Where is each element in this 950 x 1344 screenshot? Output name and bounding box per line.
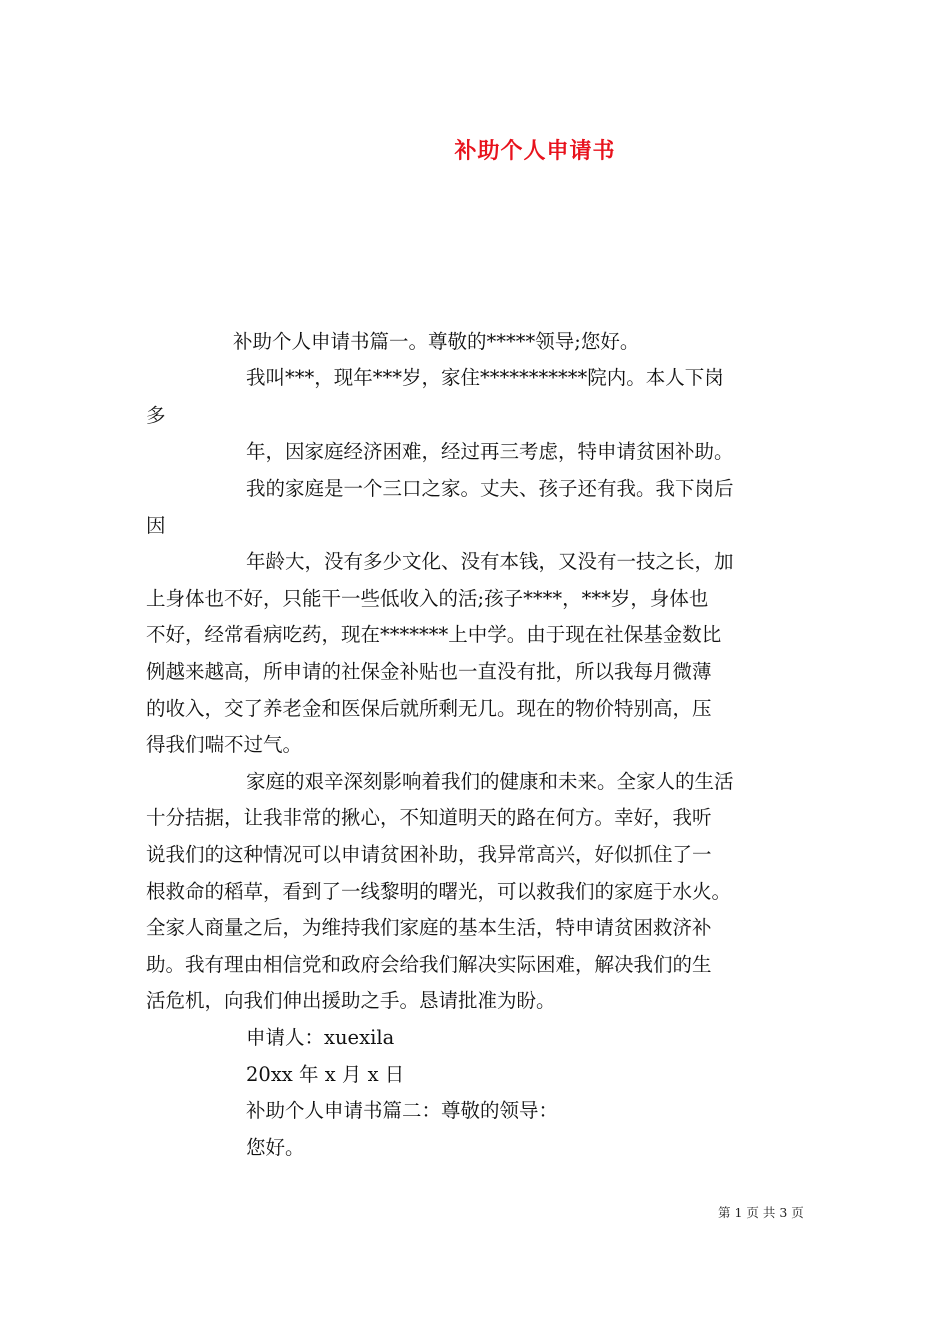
- paragraph-line: 的收入，交了养老金和医保后就所剩无几。现在的物价特别高，压: [146, 697, 712, 720]
- paragraph-line: 家庭的艰辛深刻影响着我们的健康和未来。全家人的生活: [246, 770, 734, 793]
- paragraph-line: 活危机，向我们伸出援助之手。恳请批准为盼。: [146, 989, 556, 1012]
- paragraph-line: 全家人商量之后，为维持我们家庭的基本生活，特申请贫困救济补: [146, 916, 712, 939]
- paragraph-line: 十分拮据，让我非常的揪心，不知道明天的路在何方。幸好，我听: [146, 806, 712, 829]
- paragraph-line: 根救命的稻草，看到了一线黎明的曙光，可以救我们的家庭于水火。: [146, 880, 732, 903]
- paragraph-line: 因: [146, 514, 166, 537]
- paragraph-line: 您好。: [246, 1136, 305, 1159]
- paragraph-line: 不好，经常看病吃药，现在*******上中学。由于现在社保基金数比: [146, 623, 722, 646]
- paragraph-line: 上身体也不好，只能干一些低收入的活;孩子****，***岁，身体也: [146, 587, 709, 610]
- paragraph-line: 例越来越高，所申请的社保金补贴也一直没有批，所以我每月微薄: [146, 660, 712, 683]
- paragraph-line: 说我们的这种情况可以申请贫困补助，我异常高兴，好似抓住了一: [146, 843, 712, 866]
- paragraph-line: 得我们喘不过气。: [146, 733, 303, 756]
- date-line: 20xx 年 x 月 x 日: [246, 1063, 405, 1086]
- paragraph-line: 我叫***，现年***岁，家住***********院内。本人下岗: [246, 366, 724, 389]
- paragraph-line: 多: [146, 404, 166, 427]
- paragraph-line: 我的家庭是一个三口之家。丈夫、孩子还有我。我下岗后: [246, 477, 734, 500]
- paragraph-line: 补助个人申请书篇二：尊敬的领导：: [246, 1099, 559, 1122]
- page-footer: 第 1 页 共 3 页: [718, 1205, 804, 1220]
- paragraph-line: 补助个人申请书篇一。尊敬的*****领导;您好。: [233, 330, 640, 353]
- applicant-line: 申请人：xuexila: [246, 1026, 395, 1049]
- paragraph-line: 年龄大，没有多少文化、没有本钱，又没有一技之长，加: [246, 550, 734, 573]
- document-title: 补助个人申请书: [454, 138, 616, 164]
- paragraph-line: 年，因家庭经济困难，经过再三考虑，特申请贫困补助。: [246, 440, 734, 463]
- paragraph-line: 助。我有理由相信党和政府会给我们解决实际困难，解决我们的生: [146, 953, 712, 976]
